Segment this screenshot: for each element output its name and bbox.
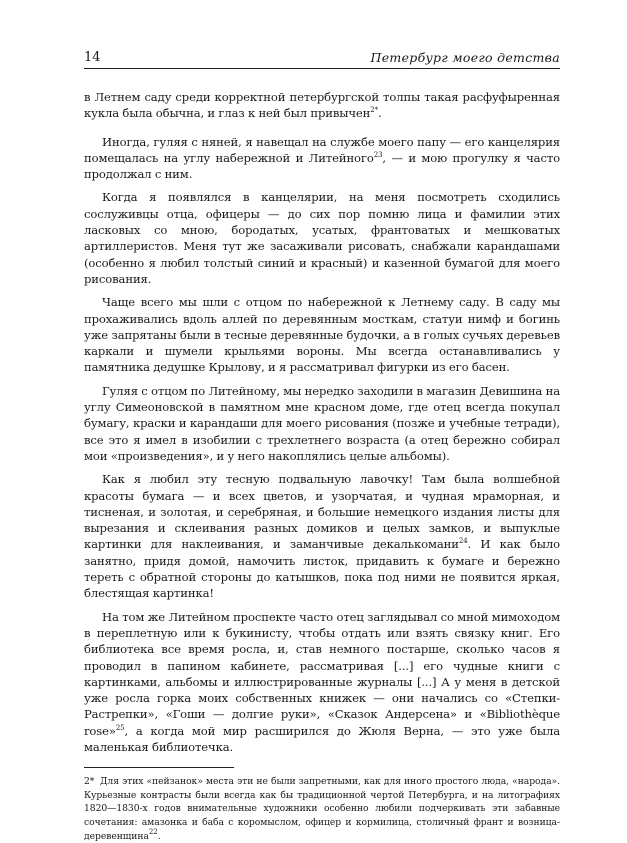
- paragraph: [84, 134, 560, 183]
- footnote-text: .: [157, 830, 161, 842]
- paragraph-text: .: [378, 106, 382, 121]
- paragraph-text: Как я любил эту тесную подвальную лавочку! Там была волшебной красоты бумага — и всех цветов, и узорчатая, и чудная мраморная, и тисненая, и золотая, и серебряная, и большие немецкого издания листы для вырезания и склеивания разных домиков и целых замков, и выпуклые картинки для наклеивания, и заманчивые декалькомани: [84, 472, 560, 552]
- note-reference: 23: [373, 150, 383, 159]
- running-title: Петербург моего детства: [370, 50, 560, 65]
- footnote: [84, 775, 560, 843]
- paragraph: [84, 189, 560, 287]
- book-page: [84, 48, 560, 843]
- paragraph-text: Гуляя с отцом по Литейному, мы нередко заходили в магазин Девишина на углу Симеоновской в памятном мне красном доме, где отец всегда покупал бумагу, краски и карандаши для моего рисования (позже и учебные тетради), все это я имел в изобилии с трехлетнего возраста (а отец бережно собирал мои «произведения», и у него накоплялись целые альбомы).: [84, 383, 560, 463]
- paragraph-text: На том же Литейном проспекте часто отец заглядывал со мной мимоходом в переплетную или к букинисту, чтобы отдать или взять связку книг. Его библиотека все время росла, и, став немного постарше, сколько часов я проводил в папином кабинете, рассматривая [...] его чудные книги с картинками, альбомы и иллюстрированные журналы [...] А у меня в детской уже росла горка моих собственных книжек — они начались со «Степки-Растрепки», «Гоши — долгие руки», «Сказок Андерсена» и «Bibliothèque rose»: [84, 609, 560, 738]
- paragraph: [84, 609, 560, 756]
- paragraph-text: . И как было занятно, придя домой, намочить листок, придавить к бумаге и бережно тереть с обратной стороны до катышков, пока под ними не появится яркая, блестящая картинка!: [84, 537, 560, 601]
- paragraph-text: Чаще всего мы шли с отцом по набережной к Летнему саду. В саду мы прохаживались вдоль аллей по деревянным мосткам, статуи нимф и богинь уже запрятаны были в тесные деревянные будочки, а в голых сучьях деревьев каркали и шумели крыльями вороны. Мы всегда останавливались у памятника дедушке Крылову, и я рассматривал фигурки из его басен.: [84, 295, 560, 375]
- paragraph-text: , — и мою прогулку я часто продолжал с ним.: [84, 150, 560, 182]
- note-reference: 24: [458, 537, 468, 546]
- note-reference: 25: [115, 723, 125, 732]
- paragraph: [84, 471, 560, 601]
- footnote-text: Для этих «пейзанок» места эти не были запретными, как для иного простого люда, «народа». Курьезные контрасты были всегда как бы традиционной чертой Петербурга, и на литографиях 1820—1830-х годов внимательные художники особенно любили подчеркивать эти забавные сочетания: амазонка и баба с коромыслом, офицер и кормилица, столичный франт и возница-деревенщина: [84, 776, 560, 842]
- body-text: [84, 89, 560, 755]
- paragraph-text: Когда я появлялся в канцелярии, на меня посмотреть сходились сослуживцы отца, офицеры — до сих пор помню лица и фамилии этих ласковых со мною, бородатых, усатых, франтоватых и мешковатых артиллеристов. Меня тут же засаживали рисовать, снабжали карандашами (особенно я любил толстый синий и красный) и казенной бумагой для моего рисования.: [84, 190, 560, 286]
- page-number: 14: [84, 50, 101, 65]
- paragraph: [84, 383, 560, 464]
- note-reference: 22: [148, 827, 158, 836]
- paragraph: [84, 294, 560, 375]
- paragraph-text: Иногда, гуляя с няней, я навещал на службе моего папу — его канцелярия помещалась на углу набережной и Литейного: [84, 134, 560, 165]
- footnote-mark: 2*: [84, 776, 95, 788]
- paragraph-text: , а когда мой мир расширился до Жюля Верна, — это уже была маленькая библиотечка.: [84, 723, 560, 754]
- paragraph: [84, 89, 560, 122]
- paragraph-text: в Летнем саду среди корректной петербургской толпы такая расфуфыренная кукла была обычна, и глаз к ней был привычен: [84, 90, 560, 121]
- note-reference: 2*: [370, 106, 378, 115]
- page-header: [84, 48, 560, 69]
- footnote-rule: [84, 767, 234, 768]
